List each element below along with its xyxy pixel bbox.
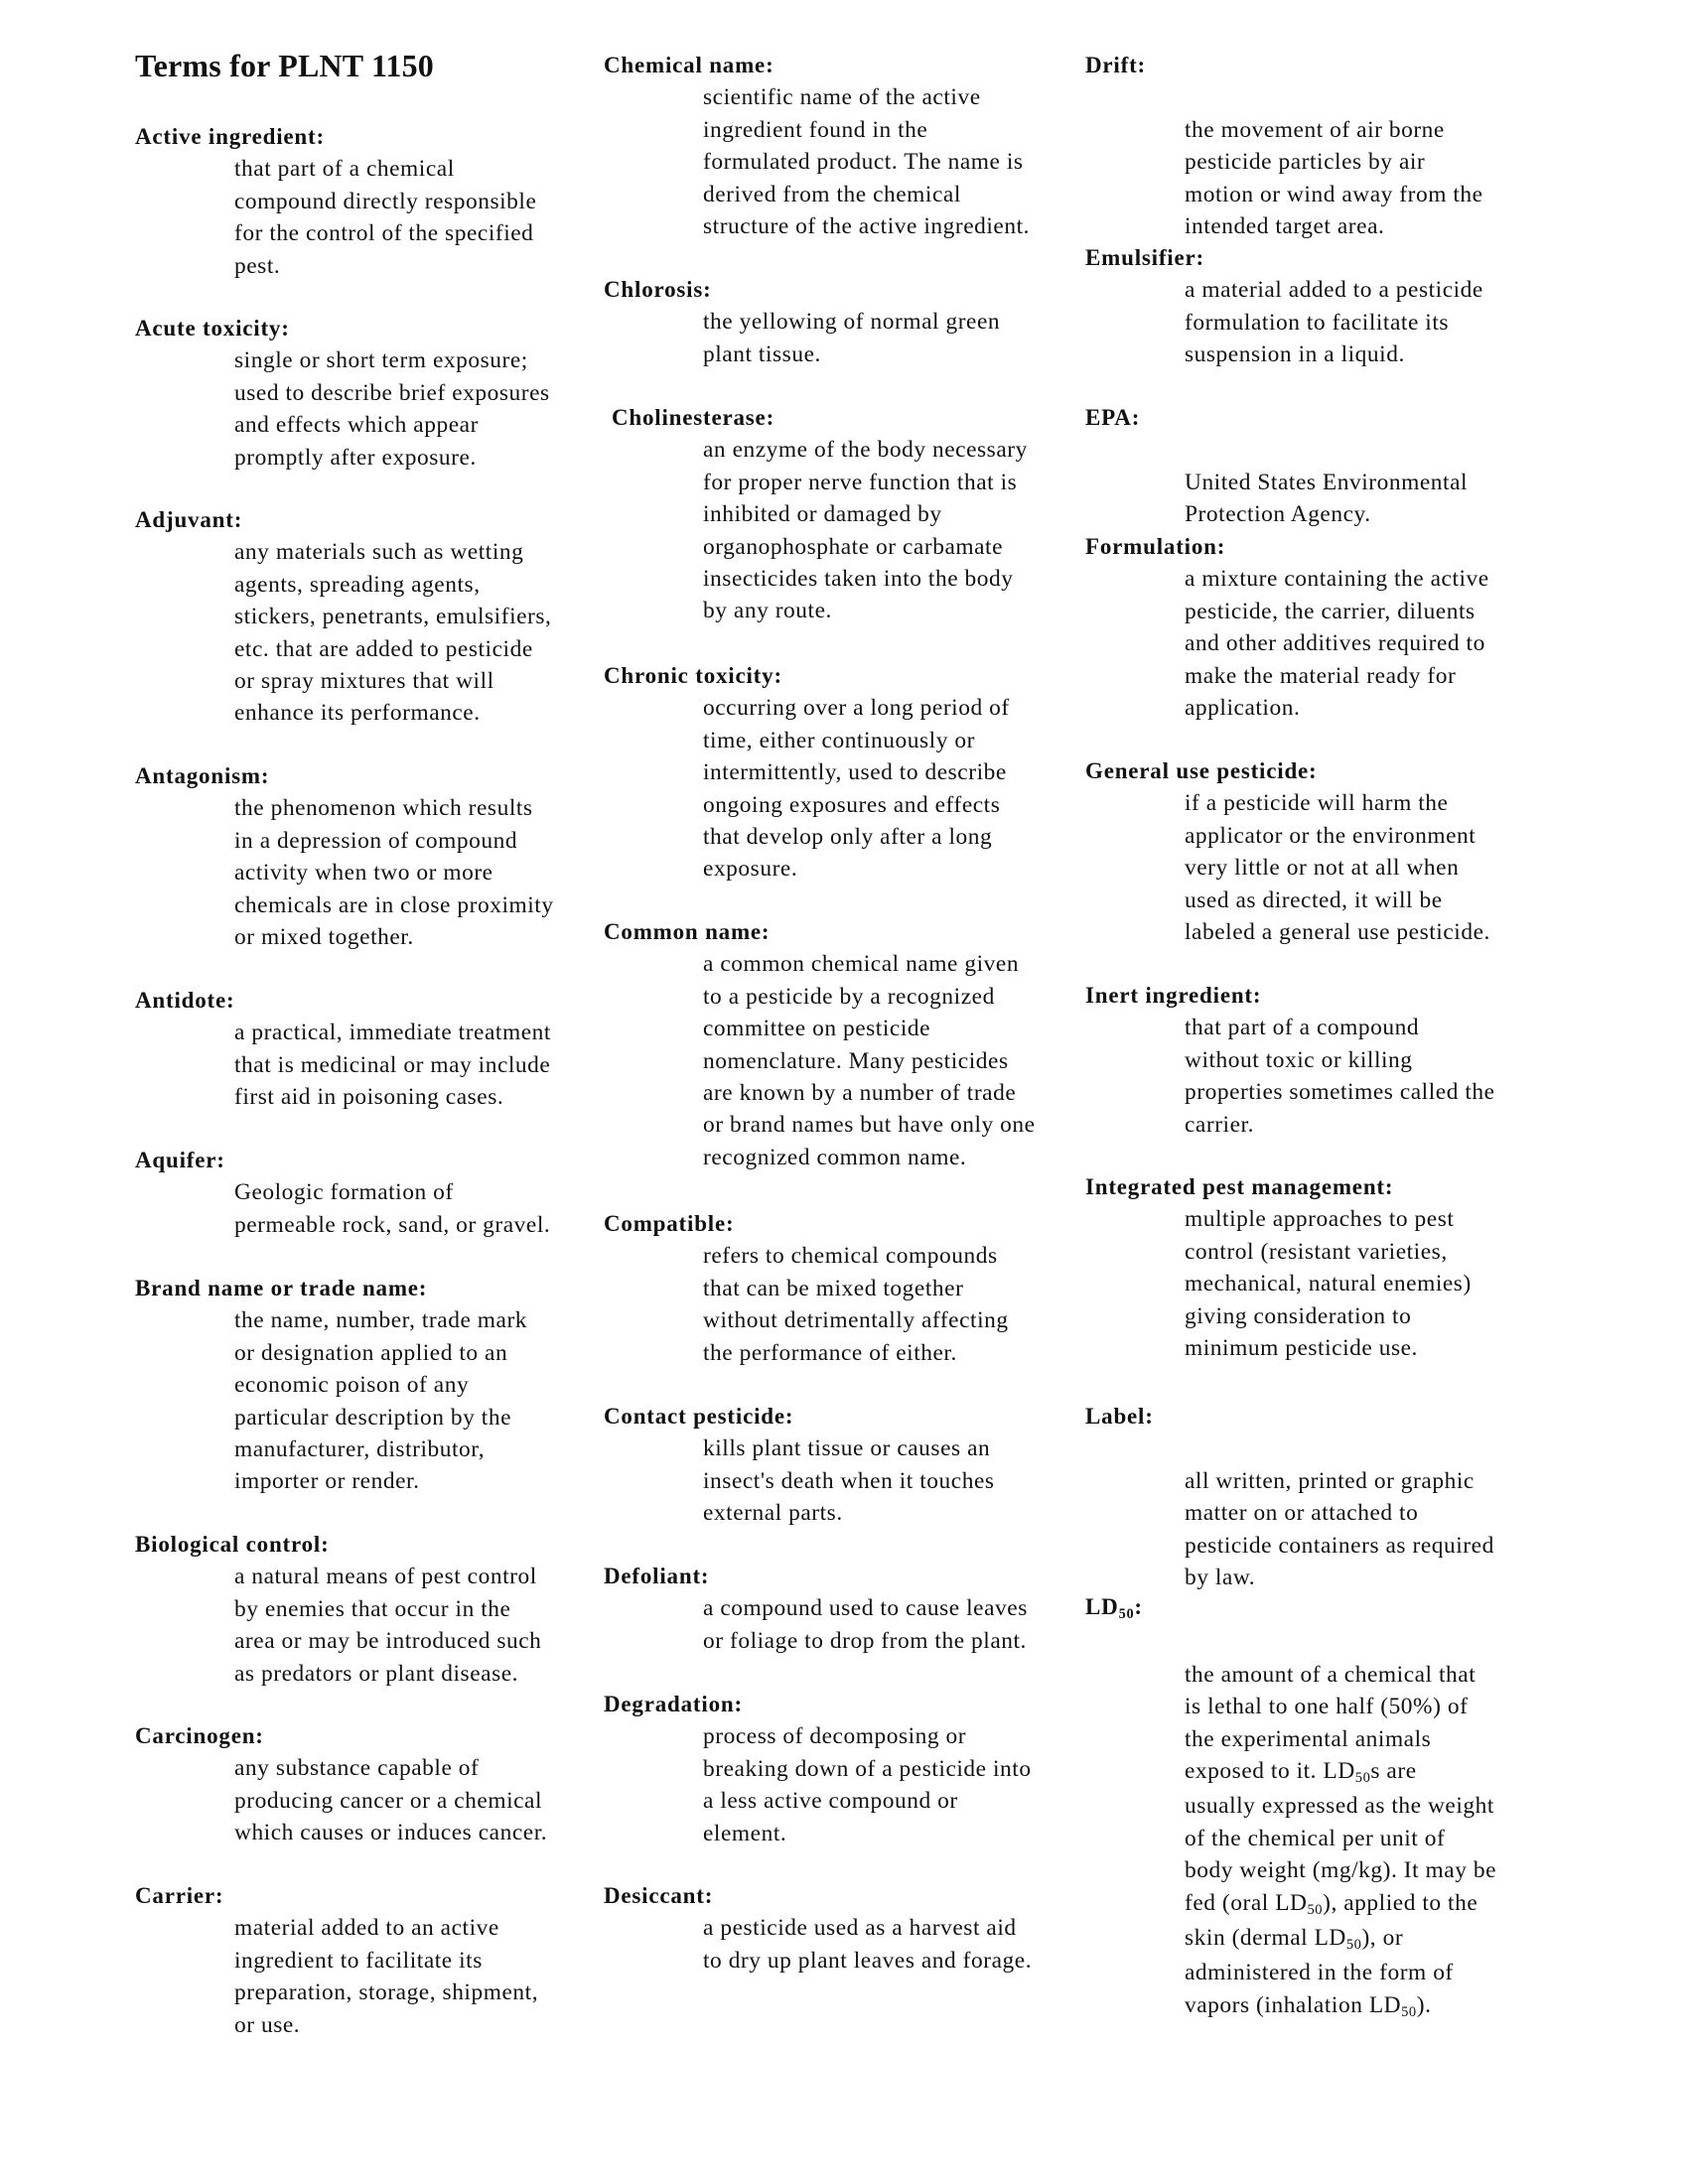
definition-line: area or may be introduced such <box>234 1628 542 1655</box>
definition-line: enhance its performance. <box>234 700 481 727</box>
definition-line: any materials such as wetting <box>234 539 524 566</box>
term-heading: Compatible: <box>604 1211 735 1236</box>
definition-line: etc. that are added to pesticide <box>234 635 533 662</box>
term-entry <box>135 121 602 282</box>
definition-line <box>1185 1922 1562 1957</box>
definition-line: manufacturer, distributor, <box>234 1436 486 1463</box>
definition-text: ). <box>1416 1991 1432 2018</box>
term-definition <box>703 1592 1080 1657</box>
definition-line: pesticide containers as required <box>1185 1532 1494 1559</box>
definition-line: the yellowing of normal green <box>703 309 1001 336</box>
term-heading: Brand name or trade name: <box>135 1276 428 1300</box>
definition-line: pest. <box>234 252 281 279</box>
definition-line: Geologic formation of <box>234 1179 454 1206</box>
definition-line: that develop only after a long <box>703 824 993 851</box>
term-heading: Cholinesterase: <box>612 405 775 430</box>
term-definition <box>703 306 1080 370</box>
term-entry <box>1085 531 1562 724</box>
definition-line: applicator or the environment <box>1185 822 1477 849</box>
definition-line: pesticide particles by air <box>1185 149 1426 176</box>
term-entry <box>604 274 1080 370</box>
term-heading: Emulsifier: <box>1085 245 1204 270</box>
definition-line: suspension in a liquid. <box>1185 341 1405 368</box>
definition-line: that can be mixed together <box>703 1275 964 1301</box>
definition-line: an enzyme of the body necessary <box>703 437 1028 464</box>
definition-line: activity when two or more <box>234 860 493 887</box>
term-entry <box>1085 1401 1562 1593</box>
definition-line: permeable rock, sand, or gravel. <box>234 1211 551 1238</box>
term-heading: Contact pesticide: <box>604 1404 794 1429</box>
term-definition <box>234 1176 602 1241</box>
definition-line: occurring over a long period of <box>703 695 1010 722</box>
term-definition <box>703 1433 1080 1529</box>
term-entry <box>604 402 1080 627</box>
definition-line: agents, spreading agents, <box>234 571 481 598</box>
definition-line: multiple approaches to pest <box>1185 1206 1455 1233</box>
definition-line: committee on pesticide <box>703 1016 931 1042</box>
term-definition <box>234 344 602 474</box>
definition-line: intended target area. <box>1185 213 1385 240</box>
definition-line: or use. <box>234 2011 301 2038</box>
ld50-subscript: 50 <box>1354 1770 1371 1787</box>
definition-line: that is medicinal or may include <box>234 1051 551 1078</box>
term-definition <box>1185 1659 1562 2024</box>
definition-line: administered in the form of <box>1185 1960 1454 1986</box>
definition-line: control (resistant varieties, <box>1185 1238 1448 1265</box>
definition-line: a common chemical name given <box>703 951 1020 978</box>
term-entry <box>135 313 602 474</box>
definition-line: mechanical, natural enemies) <box>1185 1271 1472 1297</box>
definition-line: giving consideration to <box>1185 1302 1412 1329</box>
term-definition <box>1185 1203 1562 1364</box>
ld50-subscript: 50 <box>1345 1937 1362 1954</box>
term-definition <box>1185 274 1562 370</box>
term-heading: Label: <box>1085 1404 1154 1429</box>
term-heading: Biological control: <box>135 1532 330 1557</box>
definition-line: the performance of either. <box>703 1339 957 1366</box>
definition-line: insect's death when it touches <box>703 1467 995 1494</box>
definition-line: minimum pesticide use. <box>1185 1335 1418 1362</box>
definition-line: in a depression of compound <box>234 827 518 854</box>
term-entry <box>1085 980 1562 1141</box>
term-heading: Common name: <box>604 919 771 944</box>
term-entry <box>135 1273 602 1498</box>
term-heading: Chronic toxicity: <box>604 663 782 688</box>
term-entry <box>604 1561 1080 1657</box>
ld50-term-subscript: 50 <box>1118 1606 1135 1623</box>
definition-text: fed (oral LD <box>1185 1889 1308 1916</box>
definition-line: intermittently, used to describe <box>703 759 1007 786</box>
definition-line: by law. <box>1185 1565 1256 1591</box>
term-entry <box>604 50 1080 242</box>
definition-line: for proper nerve function that is <box>703 469 1018 495</box>
term-heading: Active ingredient: <box>135 124 325 149</box>
definition-text: ), applied to the <box>1323 1889 1478 1916</box>
definition-line: a mixture containing the active <box>1185 566 1489 593</box>
definition-text: exposed to it. LD <box>1185 1758 1355 1785</box>
term-heading <box>1085 1591 1562 1626</box>
definition-line: used as directed, it will be <box>1185 887 1443 913</box>
definition-line: organophosphate or carbamate <box>703 533 1004 560</box>
term-heading: Degradation: <box>604 1692 743 1716</box>
definition-line: a practical, immediate treatment <box>234 1020 551 1046</box>
definition-line: without toxic or killing <box>1185 1046 1413 1073</box>
definition-line: used to describe brief exposures <box>234 379 550 406</box>
term-entry <box>604 1208 1080 1369</box>
term-heading: Antidote: <box>135 988 235 1013</box>
term-heading: Inert ingredient: <box>1085 983 1262 1008</box>
definition-line: a pesticide used as a harvest aid <box>703 1915 1017 1942</box>
term-heading: Formulation: <box>1085 534 1226 559</box>
definition-line: recognized common name. <box>703 1144 967 1170</box>
definition-line: or mixed together. <box>234 924 414 951</box>
term-entry <box>1085 402 1562 531</box>
definition-line: the phenomenon which results <box>234 795 533 822</box>
definition-line: or designation applied to an <box>234 1339 508 1366</box>
term-entry <box>604 1401 1080 1530</box>
definition-line: nomenclature. Many pesticides <box>703 1047 1009 1074</box>
definition-line: stickers, penetrants, emulsifiers, <box>234 604 552 630</box>
definition-line: inhibited or damaged by <box>703 501 942 528</box>
definition-line: structure of the active ingredient. <box>703 213 1031 240</box>
term-definition <box>234 153 602 282</box>
definition-line: breaking down of a pesticide into <box>703 1755 1032 1782</box>
definition-line: body weight (mg/kg). It may be <box>1185 1857 1497 1884</box>
term-entry <box>1085 755 1562 948</box>
definition-line: usually expressed as the weight <box>1185 1793 1494 1820</box>
definition-line: carrier. <box>1185 1111 1254 1138</box>
definition-line: matter on or attached to <box>1185 1500 1419 1527</box>
definition-line: formulation to facilitate its <box>1185 309 1450 336</box>
definition-line: United States Environmental <box>1185 469 1469 495</box>
page-title: Terms for PLNT 1150 <box>135 48 435 83</box>
definition-line <box>1185 1755 1562 1790</box>
definition-line: preparation, storage, shipment, <box>234 1979 539 2006</box>
definition-line: a natural means of pest control <box>234 1564 537 1590</box>
definition-line: first aid in poisoning cases. <box>234 1084 504 1111</box>
term-heading: Drift: <box>1085 53 1146 77</box>
definition-line: importer or render. <box>234 1468 420 1495</box>
definition-line: chemicals are in close proximity <box>234 891 554 918</box>
definition-line: refers to chemical compounds <box>703 1243 998 1270</box>
term-definition <box>234 792 602 953</box>
definition-line: formulated product. The name is <box>703 149 1024 176</box>
term-definition <box>703 81 1080 242</box>
definition-line: a material added to a pesticide <box>1185 277 1483 304</box>
term-heading: Aquifer: <box>135 1148 225 1172</box>
definition-line: plant tissue. <box>703 341 821 367</box>
definition-line: single or short term exposure; <box>234 347 528 374</box>
definition-line: without detrimentally affecting <box>703 1307 1009 1334</box>
term-heading: Chlorosis: <box>604 277 712 302</box>
definition-line: application. <box>1185 695 1301 722</box>
term-definition <box>1185 563 1562 724</box>
term-definition <box>703 1720 1080 1849</box>
term-heading: Antagonism: <box>135 763 270 788</box>
definition-text: vapors (inhalation LD <box>1185 1991 1402 2018</box>
term-heading: Adjuvant: <box>135 507 243 532</box>
definition-text: ), or <box>1361 1925 1404 1952</box>
definition-line: Protection Agency. <box>1185 501 1371 528</box>
definition-line: ingredient found in the <box>703 116 928 143</box>
definition-line: a less active compound or <box>703 1788 958 1815</box>
definition-line: ingredient to facilitate its <box>234 1947 483 1974</box>
term-entry <box>135 1145 602 1241</box>
definition-line: is lethal to one half (50%) of <box>1185 1694 1469 1720</box>
definition-text: s are <box>1370 1758 1417 1785</box>
term-definition <box>234 1561 602 1690</box>
definition-line: motion or wind away from the <box>1185 181 1483 207</box>
definition-line: compound directly responsible <box>234 188 537 214</box>
definition-line: of the chemical per unit of <box>1185 1825 1446 1851</box>
definition-line: that part of a compound <box>1185 1015 1420 1041</box>
term-heading: EPA: <box>1085 405 1141 430</box>
definition-line: by any route. <box>703 598 832 624</box>
definition-text: skin (dermal LD <box>1185 1925 1346 1952</box>
ld50-subscript: 50 <box>1401 2004 1417 2021</box>
term-entry <box>135 760 602 953</box>
definition-line: the name, number, trade mark <box>234 1307 528 1334</box>
term-definition <box>703 948 1080 1173</box>
ld50-term-suffix: : <box>1134 1594 1143 1619</box>
definition-line: very little or not at all when <box>1185 855 1460 882</box>
term-definition <box>703 1912 1080 1977</box>
term-heading: Acute toxicity: <box>135 316 290 341</box>
definition-line: which causes or induces cancer. <box>234 1820 548 1846</box>
definition-line: as predators or plant disease. <box>234 1660 519 1687</box>
term-heading: Chemical name: <box>604 53 774 77</box>
term-definition <box>1185 787 1562 948</box>
term-entry <box>135 504 602 730</box>
definition-line: and other additives required to <box>1185 630 1485 657</box>
term-entry <box>604 1880 1080 1977</box>
definition-line: are known by a number of trade <box>703 1080 1017 1107</box>
term-definition <box>234 536 602 729</box>
definition-line: process of decomposing or <box>703 1723 967 1750</box>
term-heading: Defoliant: <box>604 1564 710 1588</box>
term-heading: Carrier: <box>135 1883 224 1908</box>
definition-line: ongoing exposures and effects <box>703 791 1001 818</box>
definition-line: and effects which appear <box>234 412 479 439</box>
term-entry <box>604 660 1080 886</box>
definition-line: material added to an active <box>234 1915 499 1942</box>
term-heading: Carcinogen: <box>135 1723 264 1748</box>
definition-line: the movement of air borne <box>1185 116 1445 143</box>
definition-line: element. <box>703 1820 787 1846</box>
term-entry <box>1085 50 1562 242</box>
term-entry <box>1085 1591 1562 2024</box>
term-entry <box>604 1689 1080 1849</box>
term-entry <box>1085 242 1562 371</box>
term-definition <box>1185 1012 1562 1141</box>
term-definition <box>703 434 1080 626</box>
term-heading: Integrated pest management: <box>1085 1174 1394 1199</box>
term-definition <box>234 1017 602 1113</box>
term-definition <box>703 1240 1080 1369</box>
definition-line: kills plant tissue or causes an <box>703 1435 991 1462</box>
definition-line: a compound used to cause leaves <box>703 1595 1028 1622</box>
definition-line: that part of a chemical <box>234 156 455 183</box>
ld50-subscript: 50 <box>1307 1901 1324 1918</box>
term-entry <box>135 1720 602 1849</box>
definition-line: to dry up plant leaves and forage. <box>703 1947 1033 1974</box>
definition-line: derived from the chemical <box>703 181 961 207</box>
definition-line <box>1185 1989 1562 2024</box>
definition-line: properties sometimes called the <box>1185 1079 1495 1106</box>
definition-line: pesticide, the carrier, diluents <box>1185 598 1476 624</box>
term-entry <box>1085 1171 1562 1364</box>
term-definition <box>234 1752 602 1848</box>
term-definition <box>1185 1465 1562 1594</box>
definition-line: insecticides taken into the body <box>703 566 1014 593</box>
definition-line: any substance capable of <box>234 1755 480 1782</box>
term-definition <box>1185 114 1562 243</box>
term-entry <box>135 1529 602 1690</box>
term-definition <box>1185 467 1562 531</box>
definition-line: the experimental animals <box>1185 1725 1432 1752</box>
definition-line: promptly after exposure. <box>234 444 477 471</box>
definition-line: for the control of the specified <box>234 220 534 247</box>
term-entry <box>135 985 602 1114</box>
term-entry <box>135 1880 602 2041</box>
definition-line: all written, printed or graphic <box>1185 1467 1475 1494</box>
term-definition <box>234 1912 602 2041</box>
term-entry <box>604 916 1080 1173</box>
definition-line: labeled a general use pesticide. <box>1185 919 1490 946</box>
definition-line: make the material ready for <box>1185 662 1457 689</box>
definition-line: scientific name of the active <box>703 84 981 111</box>
definition-line: particular description by the <box>234 1404 512 1431</box>
definition-line: to a pesticide by a recognized <box>703 983 995 1010</box>
term-heading: Desiccant: <box>604 1883 714 1908</box>
definition-line: if a pesticide will harm the <box>1185 790 1449 817</box>
definition-line: economic poison of any <box>234 1372 470 1399</box>
term-definition <box>234 1304 602 1497</box>
definition-line: or brand names but have only one <box>703 1112 1036 1139</box>
definition-line: or spray mixtures that will <box>234 668 494 695</box>
term-definition <box>703 692 1080 885</box>
definition-line: external parts. <box>703 1500 843 1527</box>
definition-line: the amount of a chemical that <box>1185 1661 1477 1688</box>
definition-line <box>1185 1887 1562 1922</box>
ld50-term-text: LD <box>1085 1594 1119 1619</box>
term-heading: General use pesticide: <box>1085 758 1318 783</box>
definition-line: by enemies that occur in the <box>234 1595 511 1622</box>
definition-line: exposure. <box>703 856 798 883</box>
definition-line: or foliage to drop from the plant. <box>703 1627 1027 1654</box>
definition-line: producing cancer or a chemical <box>234 1787 543 1814</box>
definition-line: time, either continuously or <box>703 727 975 753</box>
